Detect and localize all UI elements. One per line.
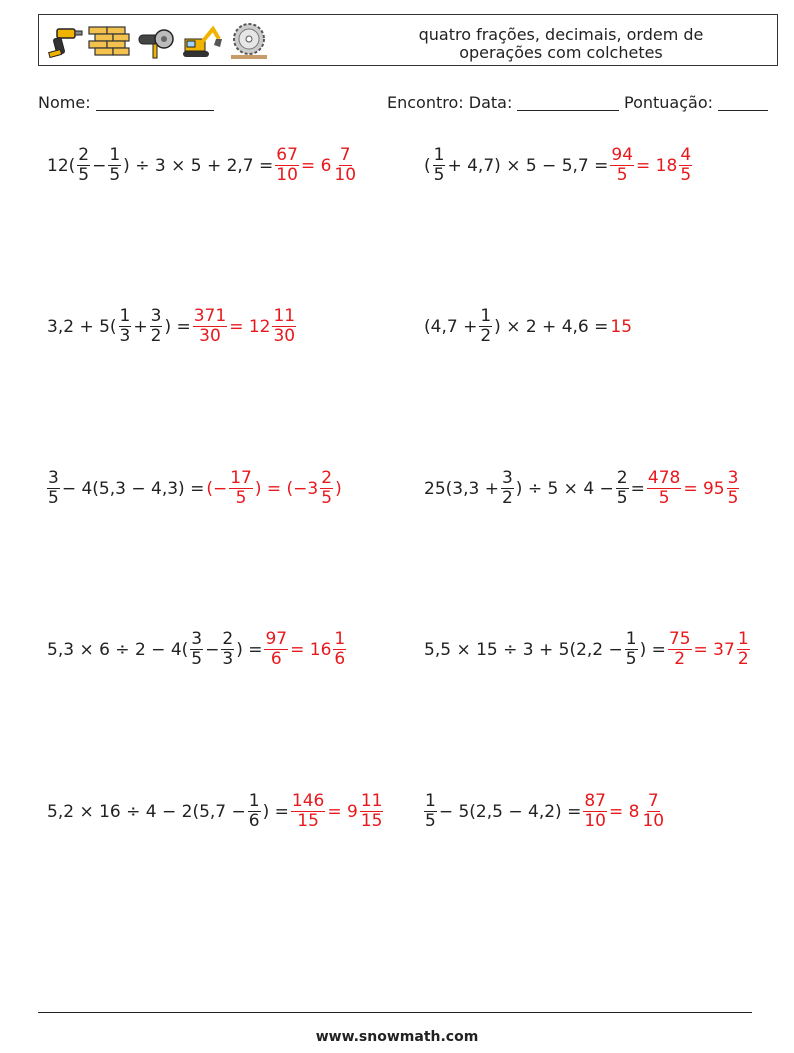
numerator: 1 (737, 629, 749, 649)
fraction (479, 307, 492, 346)
denominator: 6 (270, 649, 282, 669)
denominator: 5 (235, 488, 247, 508)
numerator: 75 (668, 629, 691, 649)
problem-3 (46, 307, 297, 346)
fraction (424, 792, 437, 831)
numerator: 3 (727, 468, 739, 488)
expression-text: − (92, 155, 107, 176)
footer-url[interactable]: www.snowmath.com (315, 1029, 479, 1045)
score-field (624, 93, 768, 112)
problem-8 (423, 630, 751, 669)
denominator: 5 (625, 649, 637, 669)
expression-text: ) ÷ 3 × 5 + 2,7 = (123, 155, 274, 176)
numerator: 1 (109, 145, 121, 165)
denominator: 5 (78, 165, 90, 185)
answer-fraction (229, 469, 253, 508)
answer-fraction (610, 146, 634, 185)
denominator: 6 (248, 811, 260, 831)
numerator: 2 (222, 629, 234, 649)
score-blank[interactable] (718, 94, 768, 111)
fraction (433, 146, 446, 185)
denominator: 2 (501, 488, 513, 508)
answer-text: = 37 (693, 639, 735, 660)
problem-7 (46, 630, 347, 669)
denominator: 5 (191, 649, 203, 669)
fraction (77, 146, 90, 185)
denominator: 5 (616, 488, 628, 508)
brick-wall-icon (87, 21, 131, 61)
numerator: 1 (625, 629, 637, 649)
expression-text: ) = (164, 316, 191, 337)
answer-text: = 95 (683, 478, 725, 499)
expression-text: 25(3,3 + (424, 478, 499, 499)
expression-text: − 4(5,3 − 4,3) = (61, 478, 205, 499)
fraction (625, 630, 638, 669)
numerator: 17 (230, 468, 252, 488)
denominator: 30 (199, 326, 221, 346)
expression-text: ) × 2 + 4,6 = (494, 316, 609, 337)
denominator: 2 (150, 326, 162, 346)
answer-text: = 9 (327, 801, 358, 822)
problem-9 (46, 792, 384, 831)
expression-text: 3,2 + 5( (47, 316, 117, 337)
problem-1 (46, 146, 358, 185)
denominator: 2 (480, 326, 492, 346)
expression-text: + 4,7) × 5 − 5,7 = (447, 155, 609, 176)
problem-5 (46, 469, 343, 508)
denominator: 30 (273, 326, 296, 346)
answer-fraction (647, 469, 681, 508)
expression-text: ) = (262, 801, 289, 822)
denominator: 6 (334, 649, 346, 669)
numerator: 67 (276, 145, 298, 165)
answer-fraction (737, 630, 750, 669)
denominator: 10 (584, 811, 606, 831)
footer-divider (38, 1012, 752, 1013)
numerator: 1 (433, 145, 445, 165)
fraction (616, 469, 629, 508)
fraction (108, 146, 121, 185)
numerator: 1 (480, 306, 492, 326)
fraction (150, 307, 163, 346)
fraction (221, 630, 234, 669)
name-field (38, 93, 214, 112)
denominator: 5 (425, 811, 436, 831)
numerator: 1 (425, 791, 436, 811)
problem-4 (423, 307, 633, 346)
numerator: 7 (339, 145, 351, 165)
fraction (501, 469, 514, 508)
denominator: 3 (119, 326, 131, 346)
denominator: 10 (334, 165, 357, 185)
denominator: 15 (297, 811, 319, 831)
numerator: 478 (647, 468, 681, 488)
numerator: 3 (48, 468, 59, 488)
numerator: 1 (119, 306, 131, 326)
numerator: 371 (193, 306, 227, 326)
denominator: 10 (642, 811, 665, 831)
answer-fraction (333, 630, 346, 669)
expression-text: ) = (639, 639, 666, 660)
answer-fraction (291, 792, 325, 831)
name-blank[interactable] (96, 94, 214, 111)
expression-text: − (205, 639, 220, 660)
numerator: 3 (150, 306, 162, 326)
fraction (47, 469, 60, 508)
problem-6 (423, 469, 740, 508)
expression-text: ) = (236, 639, 263, 660)
answer-fraction (333, 146, 357, 185)
answer-fraction (727, 469, 740, 508)
denominator: 5 (616, 165, 628, 185)
answer-text: = 8 (608, 801, 640, 822)
expression-text: = (630, 478, 645, 499)
header-icons (43, 21, 271, 61)
answer-text: = 6 (300, 155, 332, 176)
denominator: 5 (321, 488, 333, 508)
fraction (119, 307, 132, 346)
answer-text: ) = (−3 (254, 478, 319, 499)
numerator: 3 (501, 468, 513, 488)
denominator: 2 (737, 649, 749, 669)
answer-fraction (583, 792, 607, 831)
expression-text: 5,5 × 15 ÷ 3 + 5(2,2 − (424, 639, 623, 660)
numerator: 2 (616, 468, 628, 488)
answer-fraction (272, 307, 296, 346)
expression-text: 12( (47, 155, 76, 176)
answer-text: ) (335, 478, 342, 499)
score-label: Pontuação: (624, 93, 714, 112)
denominator: 5 (109, 165, 121, 185)
excavator-icon (179, 21, 223, 61)
numerator: 11 (360, 791, 383, 811)
expression-text: 5,2 × 16 ÷ 4 − 2(5,7 − (47, 801, 246, 822)
numerator: 7 (647, 791, 659, 811)
numerator: 3 (191, 629, 203, 649)
expression-text: ( (424, 155, 431, 176)
denominator: 5 (658, 488, 670, 508)
denominator: 5 (48, 488, 59, 508)
date-blank[interactable] (517, 94, 619, 111)
denominator: 2 (674, 649, 686, 669)
numerator: 1 (248, 791, 260, 811)
answer-fraction (360, 792, 384, 831)
fraction (190, 630, 203, 669)
date-field (387, 93, 619, 112)
worksheet-header (38, 14, 778, 66)
title-line-1: quatro frações, decimais, ordem de (418, 25, 704, 44)
answer-text: 15 (610, 316, 633, 337)
numerator: 4 (680, 145, 692, 165)
angle-grinder-icon (135, 21, 175, 61)
meeting-date-label: Encontro: Data: (387, 93, 513, 112)
denominator: 3 (222, 649, 234, 669)
name-label: Nome: (38, 93, 91, 112)
answer-text: = 16 (290, 639, 332, 660)
denominator: 15 (360, 811, 383, 831)
answer-fraction (264, 630, 288, 669)
numerator: 87 (584, 791, 606, 811)
numerator: 94 (611, 145, 634, 165)
denominator: 5 (433, 165, 445, 185)
numerator: 11 (273, 306, 296, 326)
numerator: 146 (291, 791, 325, 811)
drill-icon (43, 21, 83, 61)
expression-text: + (133, 316, 148, 337)
worksheet-title (391, 26, 731, 62)
answer-fraction (679, 146, 692, 185)
title-line-2: operações com colchetes (459, 43, 663, 62)
answer-text: = 18 (636, 155, 678, 176)
problem-2 (423, 146, 693, 185)
denominator: 5 (727, 488, 739, 508)
denominator: 5 (680, 165, 692, 185)
expression-text: 5,3 × 6 ÷ 2 − 4( (47, 639, 189, 660)
problem-10 (423, 792, 666, 831)
answer-fraction (668, 630, 692, 669)
numerator: 1 (334, 629, 346, 649)
answer-fraction (641, 792, 665, 831)
answer-fraction (275, 146, 299, 185)
answer-fraction (320, 469, 333, 508)
denominator: 10 (276, 165, 298, 185)
numerator: 97 (265, 629, 288, 649)
fraction (248, 792, 261, 831)
answer-text: (− (206, 478, 228, 499)
numerator: 2 (321, 468, 333, 488)
numerator: 2 (78, 145, 90, 165)
answer-text: = 12 (229, 316, 271, 337)
expression-text: ) ÷ 5 × 4 − (515, 478, 614, 499)
expression-text: − 5(2,5 − 4,2) = (438, 801, 582, 822)
expression-text: (4,7 + (424, 316, 478, 337)
answer-fraction (193, 307, 227, 346)
saw-blade-icon (227, 21, 271, 61)
